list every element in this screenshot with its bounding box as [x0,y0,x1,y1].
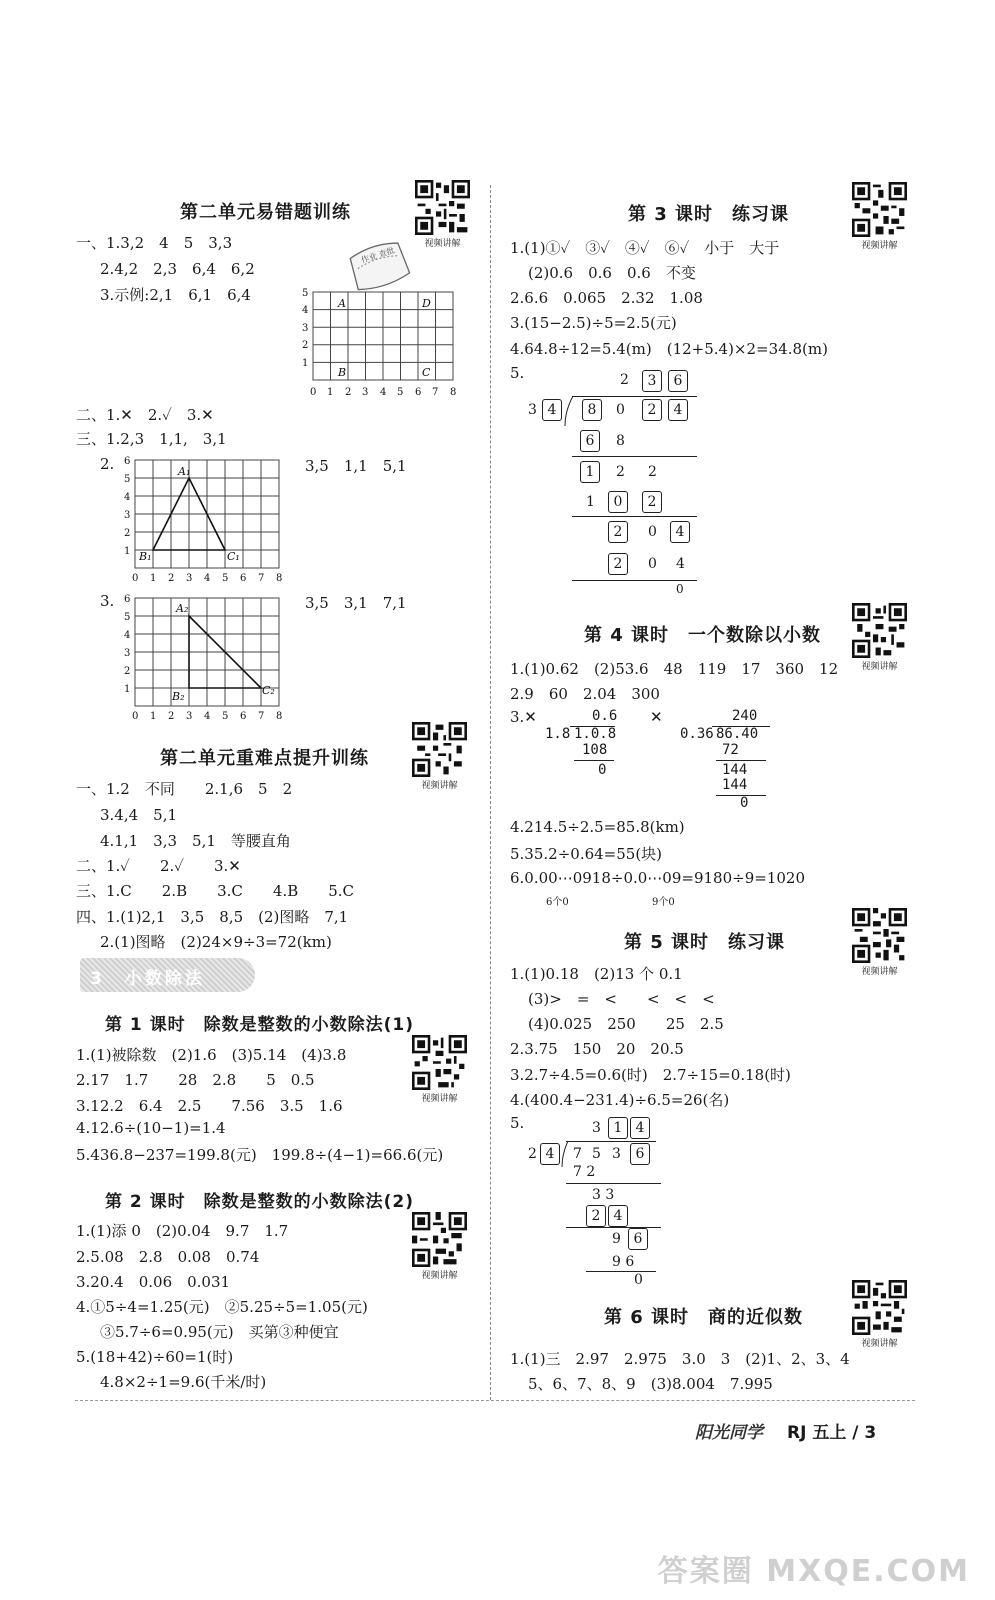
coordinate-grid-1 [298,284,463,402]
answer-line: (4)0.025 250 25 2.5 [528,1015,724,1033]
answer-line: 2. [100,455,115,473]
answer-line: 三、1.C 2.B 3.C 4.B 5.C [76,882,355,900]
section-title: 第 2 课时 除数是整数的小数除法(2) [105,1192,415,1212]
answer-line: 4.①5÷4=1.25(元) ②5.25÷5=1.05(元) [76,1298,368,1316]
brace-note: 9个0 [652,897,675,908]
point-label: C [422,366,431,379]
stamp-text: 作业 查批 [360,245,396,265]
svg-text:3: 3 [186,711,193,722]
answer-line: 3.20.4 0.06 0.031 [76,1273,231,1291]
page-footer: RJ 五上 / 3 [787,1423,877,1443]
answer-line: 2.5.08 2.8 0.08 0.74 [76,1248,260,1266]
svg-text:4: 4 [204,711,211,722]
point-label: A₁ [178,465,191,478]
svg-text:1: 1 [150,711,157,722]
answer-line: 3,5 3,1 7,1 [305,594,407,612]
footer-rule [75,1400,915,1401]
answer-line: 6.0.00⋯0918÷0.0⋯09=9180÷9=1020 [510,869,805,887]
brand-logo: 阳光同学 [695,1423,763,1443]
svg-text:3: 3 [186,573,193,584]
svg-text:2: 2 [168,573,175,584]
watermark: 答案圈 MXQE.COM [657,1554,970,1589]
answer-line: 4.(400.4−231.4)÷6.5=26(名) [510,1091,730,1109]
qr-caption: 视频讲解 [861,967,898,977]
answer-line: 4.1,1 3,3 5,1 等腰直角 [100,832,291,850]
answer-line: (3)> = < < < < [528,990,715,1008]
coordinate-grid-2 [120,452,290,584]
answer-line: 4.8×2÷1=9.6(千米/时) [100,1373,267,1391]
svg-text:1: 1 [327,387,334,398]
section-title: 第 1 课时 除数是整数的小数除法(1) [105,1015,415,1035]
answer-line: 3.2.7÷4.5=0.6(时) 2.7÷15=0.18(时) [510,1066,791,1084]
svg-text:3: 3 [302,323,309,334]
point-label: B₂ [172,690,185,703]
svg-text:2: 2 [302,340,309,351]
qr-caption: 视频讲解 [424,239,461,249]
svg-text:2: 2 [124,528,131,539]
svg-text:1: 1 [302,358,309,369]
svg-text:8: 8 [276,573,283,584]
qr-caption: 视频讲解 [421,1271,458,1281]
qr-caption: 视频讲解 [861,662,898,672]
column-divider [490,185,491,1400]
svg-text:1: 1 [124,684,131,695]
svg-text:3: 3 [362,387,369,398]
answer-line: 4.64.8÷12=5.4(m) (12+5.4)×2=34.8(m) [510,340,828,358]
answer-line: 1.(1)被除数 (2)1.6 (3)5.14 (4)3.8 [76,1046,347,1064]
qr-code-icon[interactable] [412,1035,467,1104]
answer-line: 2.4,2 2,3 6,4 6,2 [100,260,255,278]
answer-line: 4.12.6÷(10−1)=1.4 [76,1119,226,1137]
answer-line: 1.(1)0.18 (2)13 个 0.1 [510,965,683,983]
svg-text:7: 7 [258,573,265,584]
answer-line: 3.✕ [510,708,537,726]
svg-text:0: 0 [132,711,139,722]
svg-text:2: 2 [124,666,131,677]
svg-text:5: 5 [222,573,229,584]
qr-caption: 视频讲解 [861,241,898,251]
svg-text:8: 8 [276,711,283,722]
svg-text:6: 6 [124,594,131,605]
answer-line: 3.12.2 6.4 2.5 7.56 3.5 1.6 [76,1097,343,1115]
svg-text:4: 4 [124,492,131,503]
point-label: C₁ [227,550,240,563]
svg-text:4: 4 [380,387,387,398]
answer-line: 3. [100,592,115,610]
qr-caption: 视频讲解 [861,1339,898,1349]
answer-line: ✕ [650,708,663,726]
svg-text:2: 2 [168,711,175,722]
point-label: C₂ [262,684,275,697]
svg-text:4: 4 [124,630,131,641]
svg-text:5: 5 [222,711,229,722]
answer-line: 5.(18+42)÷60=1(时) [76,1348,234,1366]
section-title: 第 6 课时 商的近似数 [604,1307,804,1328]
section-title: 第二单元易错题训练 [180,202,351,223]
answer-line: 2.3.75 150 20 20.5 [510,1040,684,1058]
qr-code-icon[interactable] [852,1280,907,1349]
qr-caption: 视频讲解 [421,1094,458,1104]
answer-line: 1.(1)0.62 (2)53.6 48 119 17 360 12 [510,660,839,678]
answer-line: 5.436.8−237=199.8(元) 199.8÷(4−1)=66.6(元) [76,1146,444,1164]
qr-code-icon[interactable] [852,603,907,672]
svg-text:6: 6 [240,711,247,722]
answer-line: 3.示例:2,1 6,1 6,4 [100,286,251,304]
answer-line: 2.(1)图略 (2)24×9÷3=72(km) [100,933,332,951]
svg-text:4: 4 [204,573,211,584]
svg-text:1: 1 [124,546,131,557]
svg-text:5: 5 [124,474,131,485]
svg-text:7: 7 [432,387,439,398]
section-title: 第 4 课时 一个数除以小数 [584,625,822,646]
answer-line: 2.17 1.7 28 2.8 5 0.5 [76,1071,315,1089]
svg-text:6: 6 [415,387,422,398]
svg-text:6: 6 [240,573,247,584]
svg-text:7: 7 [258,711,265,722]
answer-line: 1.(1)添 0 (2)0.04 9.7 1.7 [76,1222,289,1240]
answer-line: 2.9 60 2.04 300 [510,685,660,703]
qr-code-icon[interactable] [852,182,907,251]
svg-text:5: 5 [124,612,131,623]
answer-line: 3.4,4 5,1 [100,806,178,824]
qr-caption: 视频讲解 [421,781,458,791]
answer-line: 四、1.(1)2,1 3,5 8,5 (2)图略 7,1 [76,908,349,926]
point-label: B [338,366,347,379]
unit-badge: 3 小数除法 [80,958,255,992]
answer-line: 3.(15−2.5)÷5=2.5(元) [510,314,677,332]
brace-note: 6个0 [546,897,569,908]
answer-line: 5. [510,1114,525,1132]
answer-line: 2.6.6 0.065 2.32 1.08 [510,289,703,307]
section-title: 第 3 课时 练习课 [628,204,790,225]
answer-line: 二、1.✕ 2.✓ 3.✕ [76,406,214,424]
answer-line: 5. [510,364,525,382]
point-label: A [338,297,346,310]
svg-text:4: 4 [302,305,309,316]
point-label: A₂ [176,602,189,615]
qr-code-icon[interactable] [412,1212,467,1281]
answer-line: 4.214.5÷2.5=85.8(km) [510,818,685,836]
section-title: 第 5 课时 练习课 [624,932,786,953]
answer-line: 3,5 1,1 5,1 [305,457,407,475]
qr-code-icon[interactable] [412,722,467,791]
qr-code-icon[interactable] [852,908,907,977]
svg-text:2: 2 [345,387,352,398]
answer-line: 1.(1)三 2.97 2.975 3.0 3 (2)1、2、3、4 [510,1350,850,1368]
section-title: 第二单元重难点提升训练 [160,748,369,769]
point-label: B₁ [139,550,152,563]
point-label: D [422,297,431,310]
qr-code-icon[interactable] [415,180,470,249]
coordinate-grid-3 [120,590,290,722]
answer-line: 一、1.3,2 4 5 3,3 [76,234,233,252]
answer-line: 三、1.2,3 1,1, 3,1 [76,430,227,448]
answer-line: 5、6、7、8、9 (3)8.004 7.995 [528,1375,773,1393]
answer-line: (2)0.6 0.6 0.6 不变 [528,264,696,282]
answer-line: 1.(1)①✓ ③✓ ④✓ ⑥✓ 小于 大于 [510,239,780,257]
svg-text:6: 6 [124,456,131,467]
answer-line: 5.35.2÷0.64=55(块) [510,845,663,863]
svg-text:5: 5 [302,288,309,299]
svg-text:3: 3 [124,648,131,659]
answer-line: ③5.7÷6=0.95(元) 买第③种便宜 [100,1323,339,1341]
svg-text:1: 1 [150,573,157,584]
answer-line: 一、1.2 不同 2.1,6 5 2 [76,780,293,798]
svg-text:5: 5 [397,387,404,398]
svg-text:3: 3 [124,510,131,521]
svg-text:8: 8 [450,387,457,398]
answer-line: 二、1.✓ 2.✓ 3.✕ [76,857,241,875]
svg-text:0: 0 [310,387,317,398]
svg-text:0: 0 [132,573,139,584]
